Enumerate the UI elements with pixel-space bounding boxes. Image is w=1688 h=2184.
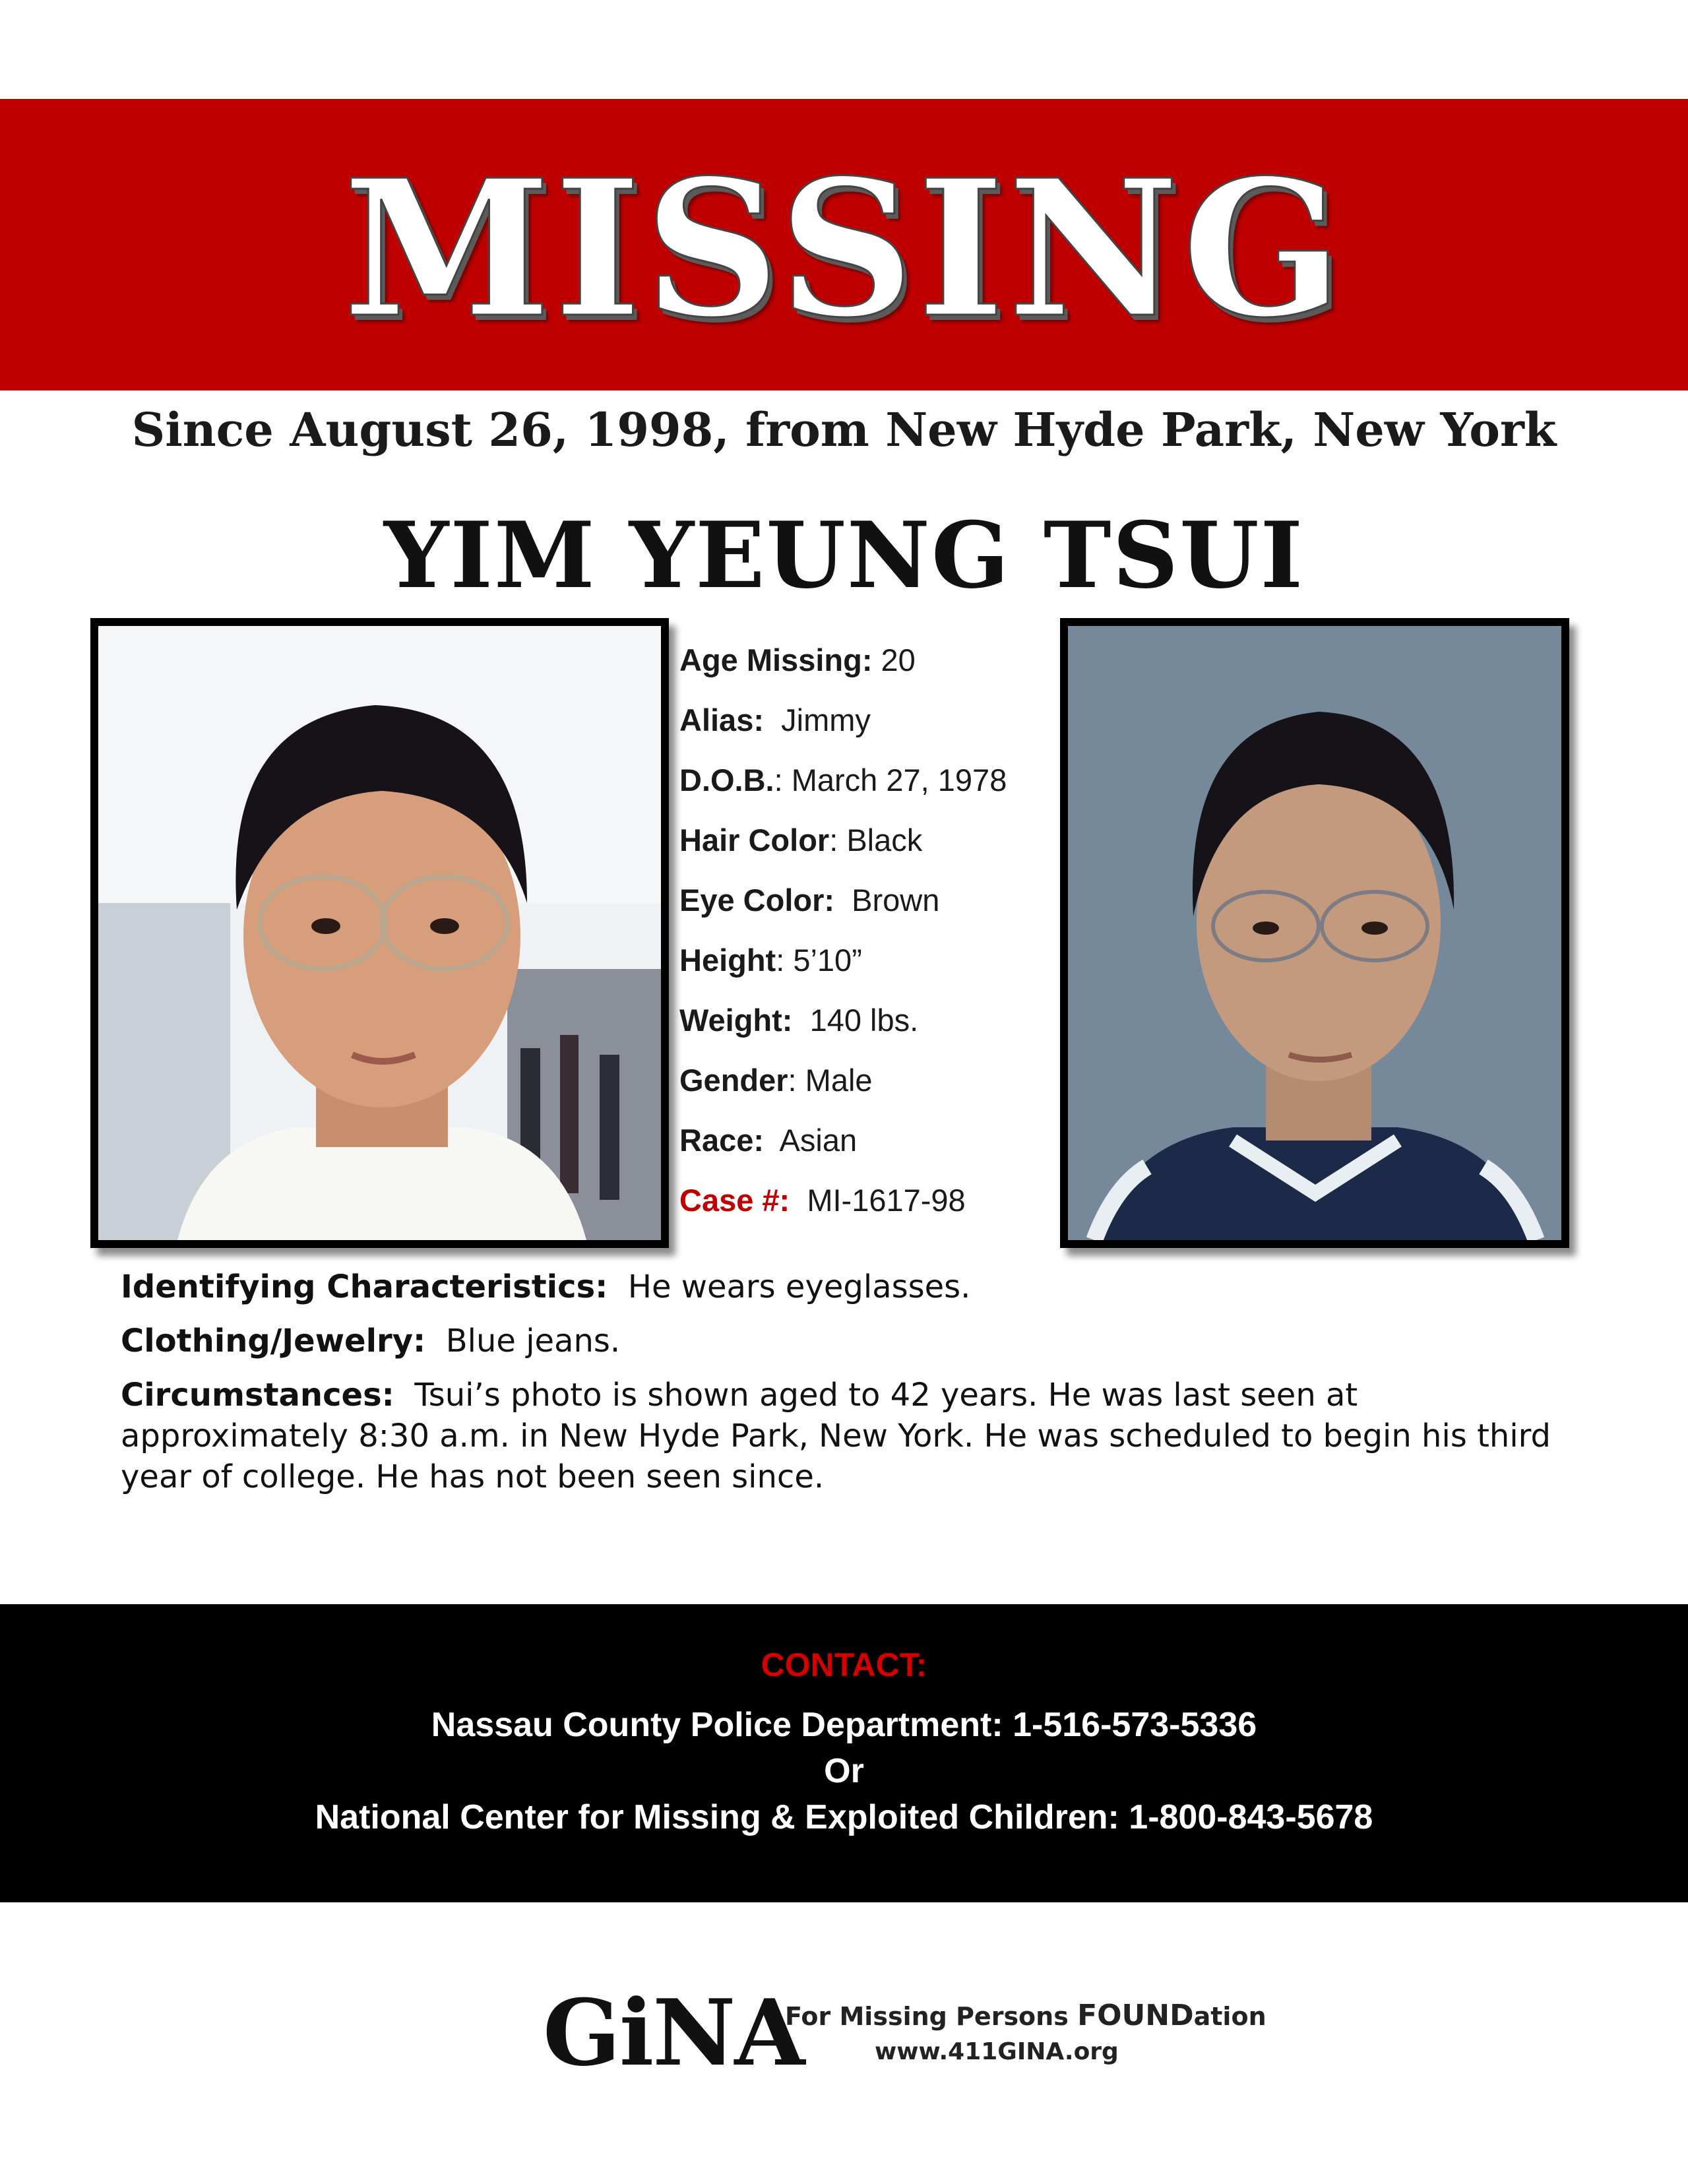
details-section bbox=[121, 1266, 1585, 1511]
contact-title: CONTACT: bbox=[761, 1646, 927, 1683]
fact-age-missing: Age Missing: 20 bbox=[679, 642, 916, 677]
fact-eye-color: Eye Color: Brown bbox=[679, 883, 940, 918]
fact-race: Race: Asian bbox=[679, 1123, 858, 1158]
gina-logo: GiNA bbox=[543, 1979, 804, 2086]
original-photo bbox=[90, 618, 669, 1248]
fact-gender: Gender: Male bbox=[679, 1063, 873, 1098]
fact-height: Height: 5’10” bbox=[679, 943, 862, 978]
gina-tagline: For Missing Persons FOUNDation bbox=[785, 1999, 1266, 2032]
person-name: YIM YEUNG TSUI bbox=[383, 501, 1305, 609]
clothing-jewelry: Clothing/Jewelry: Blue jeans. bbox=[121, 1323, 621, 1359]
contact-nassau-police: Nassau County Police Department: 1-516-573-5336 bbox=[431, 1706, 1257, 1744]
fact-case-number: Case #: MI-1617-98 bbox=[679, 1183, 966, 1218]
fact-dob: D.O.B.: March 27, 1978 bbox=[679, 763, 1007, 797]
identifying-characteristics: Identifying Characteristics: He wears eyeglasses. bbox=[121, 1268, 971, 1305]
facts-list bbox=[679, 630, 1049, 1230]
fact-weight: Weight: 140 lbs. bbox=[679, 1003, 919, 1038]
contact-ncmec: National Center for Missing & Exploited Children: 1-800-843-5678 bbox=[315, 1798, 1373, 1836]
missing-since-line: Since August 26, 1998, from New Hyde Park, New York bbox=[131, 402, 1557, 457]
fact-hair-color: Hair Color: Black bbox=[679, 823, 923, 858]
gina-url: www.411GINA.org bbox=[875, 2038, 1119, 2065]
age-progressed-photo bbox=[1060, 618, 1569, 1248]
contact-or: Or bbox=[824, 1752, 864, 1790]
fact-alias: Alias: Jimmy bbox=[679, 702, 871, 737]
missing-title: MISSING bbox=[342, 139, 1346, 359]
circumstances: Circumstances: Tsui’s photo is shown aged to 42 years. He was last seen at approximately 8:30 a.m. in New Hyde Park, New York. He was scheduled to begin his third year of college. He has not been seen since. bbox=[121, 1377, 1551, 1495]
